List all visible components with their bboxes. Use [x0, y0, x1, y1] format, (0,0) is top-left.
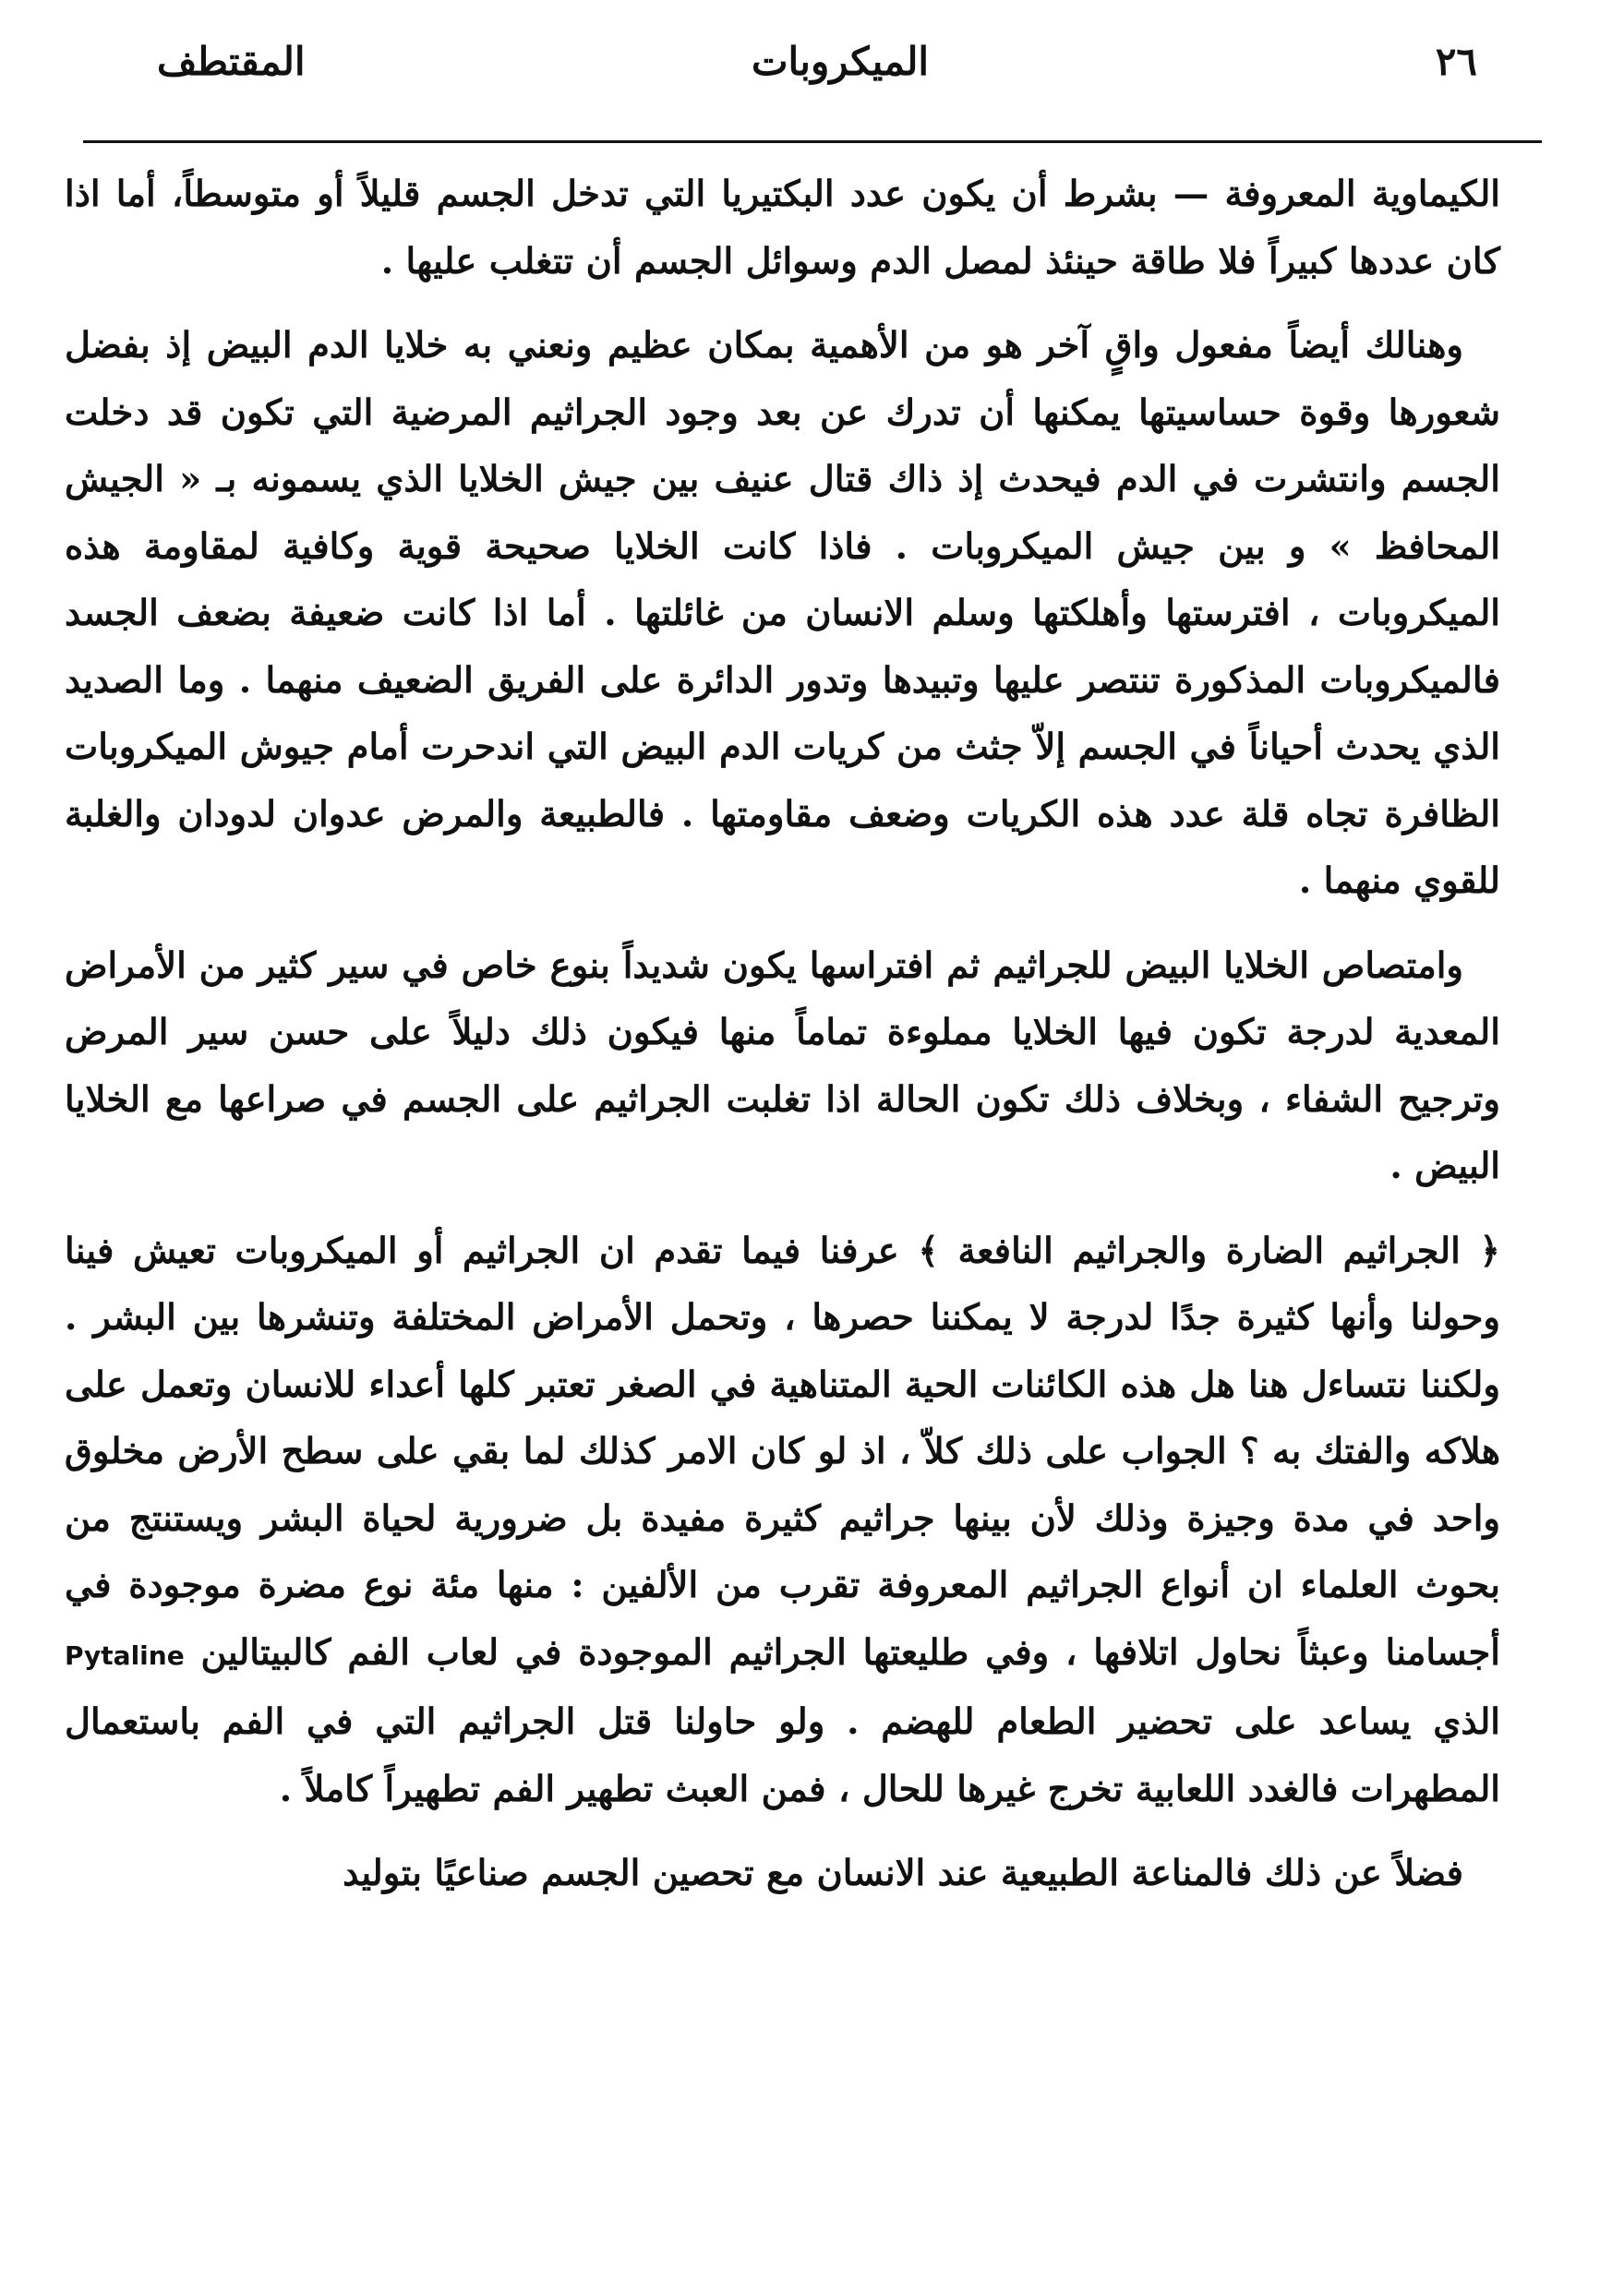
header-divider — [83, 140, 1542, 143]
paragraph-1: الكيماوية المعروفة — بشرط أن يكون عدد البكتيريا التي تدخل الجسم قليلاً أو متوسطاً، أما اذا كان عددها كبيراً فلا طاقة حينئذ لمصل الدم وسوائل الجسم أن تتغلب عليها . — [65, 174, 1500, 282]
journal-name: المقتطف — [157, 39, 306, 84]
paragraph-4-part-1: ﴿ الجراثيم الضارة والجراثيم النافعة ﴾ عرفنا فيما تقدم ان الجراثيم أو الميكروبات تعيش فينا وحولنا وأنها كثيرة جدًا لدرجة لا يمكننا حصرها ، وتحمل الأمراض المختلفة وتنشرها بين البشر . ولكننا نتساءل هنا هل هذه الكائنات الحية المتناهية في الصغر تعتبر كلها أعداء للانسان وتعمل على هلاكه والفتك به ؟ الجواب على ذلك كلاّ ، اذ لو كان الامر كذلك لما بقي على سطح الأرض مخلوق واحد في مدة وجيزة وذلك لأن بينها جراثيم كثيرة مفيدة بل ضرورية لحياة البشر ويستنتج من بحوث العلماء ان أنواع الجراثيم المعروفة تقرب من الألفين : منها مئة نوع مضرة موجودة في أجسامنا وعبثاً نحاول اتلافها ، وفي طليعتها الجراثيم الموجودة في لعاب الفم كالبيتالين — [65, 1230, 1501, 1674]
article-body — [65, 162, 1500, 1926]
paragraph-4-part-2: الذي يساعد على تحضير الطعام للهضم . ولو حاولنا قتل الجراثيم التي في الفم باستعمال المطهرات فالغدد اللعابية تخرج غيرها للحال ، فمن العبث تطهير الفم تطهيراً كاملاً . — [65, 1701, 1500, 1810]
paragraph-3: وامتصاص الخلايا البيض للجراثيم ثم افتراسها يكون شديداً بنوع خاص في سير كثير من الأمراض المعدية لدرجة تكون فيها الخلايا مملوءة تماماً منها فيكون ذلك دليلاً على حسن سير المرض وترجيح الشفاء ، وبخلاف ذلك تكون الحالة اذا تغلبت الجراثيم على الجسم في صراعها مع الخلايا البيض . — [65, 944, 1500, 1187]
paragraph-5: فضلاً عن ذلك فالمناعة الطبيعية عند الانسان مع تحصين الجسم صناعيًا بتوليد — [343, 1853, 1463, 1894]
paragraph-2: وهنالك أيضاً مفعول واقٍ آخر هو من الأهمية بمكان عظيم ونعني به خلايا الدم البيض إذ بفضل شعورها وقوة حساسيتها يمكنها أن تدرك عن بعد وجود الجراثيم المرضية التي تكون قد دخلت الجسم وانتشرت في الدم فيحدث إذ ذاك قتال عنيف بين جيش الخلايا الذي يسمونه بـ « الجيش المحافظ » و بين جيش الميكروبات . فاذا كانت الخلايا صحيحة قوية وكافية لمقاومة هذه الميكروبات ، افترستها وأهلكتها وسلم الانسان من غائلتها . أما اذا كانت ضعيفة بضعف الجسد فالميكروبات المذكورة تنتصر عليها وتبيدها وتدور الدائرة على الفريق الضعيف منهما . وما الصديد الذي يحدث أحياناً في الجسم إلاّ جثث من كريات الدم البيض التي اندحرت أمام جيوش الميكروبات الظافرة تجاه قلة عدد هذه الكريات وضعف مقاومتها . فالطبيعة والمرض عدوان لدودان والغلبة للقوي منهما . — [65, 325, 1501, 902]
chapter-title: الميكروبات — [751, 39, 930, 84]
latin-term: Pytaline — [65, 1639, 185, 1671]
page-number: ٢٦ — [1435, 39, 1477, 84]
running-header — [138, 39, 1542, 103]
paragraph-4 — [65, 1219, 1500, 1824]
